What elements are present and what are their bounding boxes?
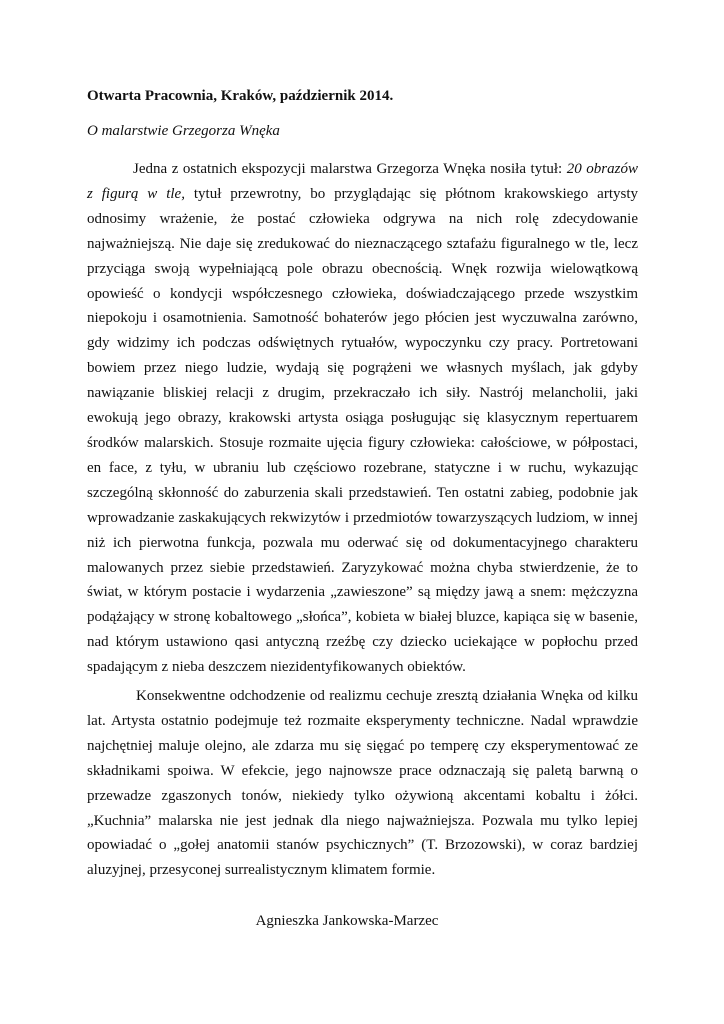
- author-signature: [0, 912, 724, 931]
- paragraph-1-intro: Jedna z ostatnich ekspozycji malarstwa Grzegorza Wnęka nosiła tytuł:: [133, 161, 567, 177]
- document-subtitle: O malarstwie Grzegorza Wnęka: [87, 123, 280, 139]
- author-name: Agnieszka Jankowska-Marzec: [255, 913, 439, 929]
- document-heading: Otwarta Pracownia, Kraków, październik 2014.: [87, 88, 394, 104]
- paragraph-1-body: tytuł przewrotny, bo przyglądając się płótnom krakowskiego artysty odnosimy wrażenie, że postać człowieka odgrywa na nich rolę zdecydowanie najważniejszą. Nie daje się zredukować do nieznaczącego sztafażu figuralnego w tle, lecz przyciąga swoją wypełniającą pole obrazu obecnością. Wnęk rozwija wielowątkową opowieść o kondycji współczesnego człowieka, doświadczającego przede wszystkim niepokoju i osamotnienia. Samotność bohaterów jego płócien jest wyczuwalna zarówno, gdy widzimy ich podczas odświętnych rytuałów, wypoczynku czy pracy. Portretowani bowiem przez niego ludzie, wydają się pogrążeni we własnych myślach, jak gdyby nawiązanie bliskiej relacji z drugim, przekraczało ich siły. Nastrój melancholii, jaki ewokują jego obrazy, krakowski artysta osiąga posługując się klasycznym repertuarem środków malarskich. Stosuje rozmaite ujęcia figury człowieka: całościowe, w półpostaci, en face, z tyłu, w ubraniu lub częściowo rozebrane, statyczne i w ruchu, wykazując szczególną skłonność do zaburzenia skali przedstawień. Ten ostatni zabieg, podobnie jak wprowadzanie zaskakujących rekwizytów i przedmiotów towarzyszących ludziom, w innej niż ich pierwotna funkcja, pozwala mu oderwać się od dokumentacyjnego charakteru malowanych przez siebie przedstawień. Zaryzykować można chyba stwierdzenie, że to świat, w którym postacie i wydarzenia „zawieszone” są między jawą a snem: mężczyzna podążający w stronę kobaltowego „słońca”, kobieta w białej bluzce, kapiąca się w basenie, nad którym ustawiono qasi antyczną rzeźbę czy dziecko uciekające w popłochu przed spadającym z nieba deszczem niezidentyfikowanych obiektów.: [87, 185, 639, 676]
- exhibition-title: 20 obrazów z figurą w tle,: [87, 161, 638, 202]
- paragraph-2: Konsekwentne odchodzenie od realizmu cechuje zresztą działania Wnęka od kilku lat. Artysta ostatnio podejmuje też rozmaite eksperymenty techniczne. Nadal wprawdzie najchętniej maluje olejno, ale zdarza mu się sięgać po temperę czy eksperymentować ze składnikami spoiwa. W efekcie, jego najnowsze prace odznaczają się paletą barwną o przewadze zgaszonych tonów, niekiedy tylko ożywioną akcentami kobaltu i żółci. „Kuchnia” malarska nie jest jednak dla niego najważniejsza. Pozwala mu tylko lepiej opowiadać o „gołej anatomii stanów psychicznych” (T. Brzozowski), w coraz bardziej aluzyjnej, przesyconej surrealistycznym klimatem formie.: [87, 688, 638, 879]
- paragraph-1: [87, 157, 638, 680]
